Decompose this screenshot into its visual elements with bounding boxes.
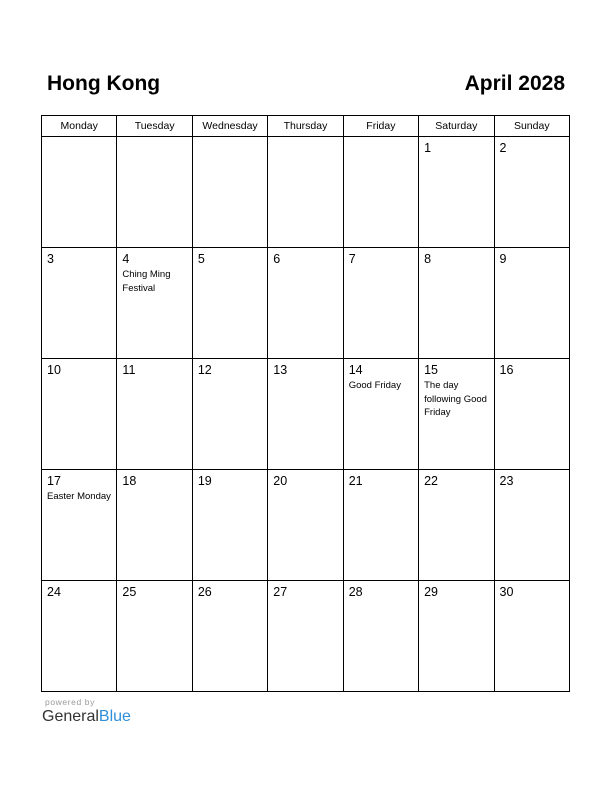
day-cell — [419, 137, 494, 248]
day-cell — [343, 137, 418, 248]
weekday-header: Friday — [343, 116, 418, 137]
day-number: 6 — [273, 252, 281, 266]
week-row — [42, 248, 570, 359]
day-cell — [343, 248, 418, 359]
day-cell — [117, 470, 192, 581]
day-number: 2 — [499, 141, 507, 155]
day-cell — [419, 581, 494, 692]
week-row — [42, 581, 570, 692]
day-number: 7 — [348, 252, 356, 266]
day-number: 20 — [273, 474, 288, 488]
day-cell — [494, 359, 569, 470]
day-number: 5 — [197, 252, 205, 266]
day-number: 11 — [122, 363, 136, 377]
day-number: 9 — [499, 252, 507, 266]
day-cell — [192, 137, 267, 248]
day-cell — [494, 581, 569, 692]
day-cell — [117, 248, 192, 359]
weekday-header: Monday — [42, 116, 117, 137]
day-number: 4 — [122, 252, 130, 266]
day-number: 24 — [47, 585, 61, 599]
day-cell — [42, 581, 117, 692]
day-cell — [419, 470, 494, 581]
day-cell — [192, 470, 267, 581]
day-cell — [268, 137, 343, 248]
day-cell — [268, 248, 343, 359]
week-row — [42, 137, 570, 248]
weekday-header: Sunday — [494, 116, 569, 137]
day-cell — [343, 581, 418, 692]
day-cell — [192, 581, 267, 692]
holiday-label: The day following Good Friday — [424, 380, 487, 418]
day-cell — [268, 581, 343, 692]
day-number: 13 — [273, 363, 288, 377]
day-number: 15 — [424, 363, 439, 377]
day-cell — [419, 359, 494, 470]
day-number: 28 — [348, 585, 363, 599]
holiday-label: Good Friday — [348, 380, 401, 391]
day-number: 16 — [499, 363, 514, 377]
day-number: 3 — [47, 252, 54, 266]
day-cell — [494, 470, 569, 581]
powered-by-text: powered by — [45, 697, 95, 707]
day-number: 19 — [197, 474, 212, 488]
day-number: 1 — [424, 141, 432, 155]
calendar-grid — [41, 115, 570, 692]
brand-logo — [42, 708, 131, 726]
weekday-header: Tuesday — [117, 116, 192, 137]
day-cell — [117, 137, 192, 248]
day-number: 26 — [197, 585, 212, 599]
day-cell — [419, 248, 494, 359]
week-row — [42, 359, 570, 470]
day-cell — [494, 248, 569, 359]
brand-blue: Blue — [98, 708, 131, 725]
day-number: 17 — [47, 474, 61, 488]
day-cell — [42, 137, 117, 248]
day-cell — [117, 581, 192, 692]
day-cell — [117, 359, 192, 470]
day-cell — [42, 470, 117, 581]
region-title: Hong Kong — [47, 72, 161, 95]
weekday-header-row — [42, 116, 570, 137]
day-number: 29 — [424, 585, 439, 599]
day-cell — [192, 359, 267, 470]
day-number: 14 — [348, 363, 363, 377]
day-cell — [192, 248, 267, 359]
day-number: 8 — [424, 252, 432, 266]
holiday-label: Easter Monday — [47, 491, 111, 502]
day-cell — [42, 248, 117, 359]
day-cell — [268, 359, 343, 470]
week-row — [42, 470, 570, 581]
day-cell — [42, 359, 117, 470]
day-number: 22 — [424, 474, 439, 488]
day-number: 30 — [499, 585, 514, 599]
day-cell — [343, 470, 418, 581]
weekday-header: Saturday — [419, 116, 494, 137]
footer-branding — [42, 697, 131, 726]
day-number: 12 — [197, 363, 212, 377]
month-title: April 2028 — [464, 72, 565, 95]
day-cell — [343, 359, 418, 470]
day-number: 25 — [122, 585, 137, 599]
day-cell — [268, 470, 343, 581]
day-number: 18 — [122, 474, 137, 488]
weekday-header: Thursday — [268, 116, 343, 137]
holiday-label: Ching Ming Festival — [122, 269, 171, 294]
day-number: 10 — [47, 363, 61, 377]
brand-general: General — [42, 708, 99, 725]
day-number: 21 — [348, 474, 363, 488]
day-number: 23 — [499, 474, 514, 488]
weekday-header: Wednesday — [192, 116, 267, 137]
day-cell — [494, 137, 569, 248]
day-number: 27 — [273, 585, 288, 599]
